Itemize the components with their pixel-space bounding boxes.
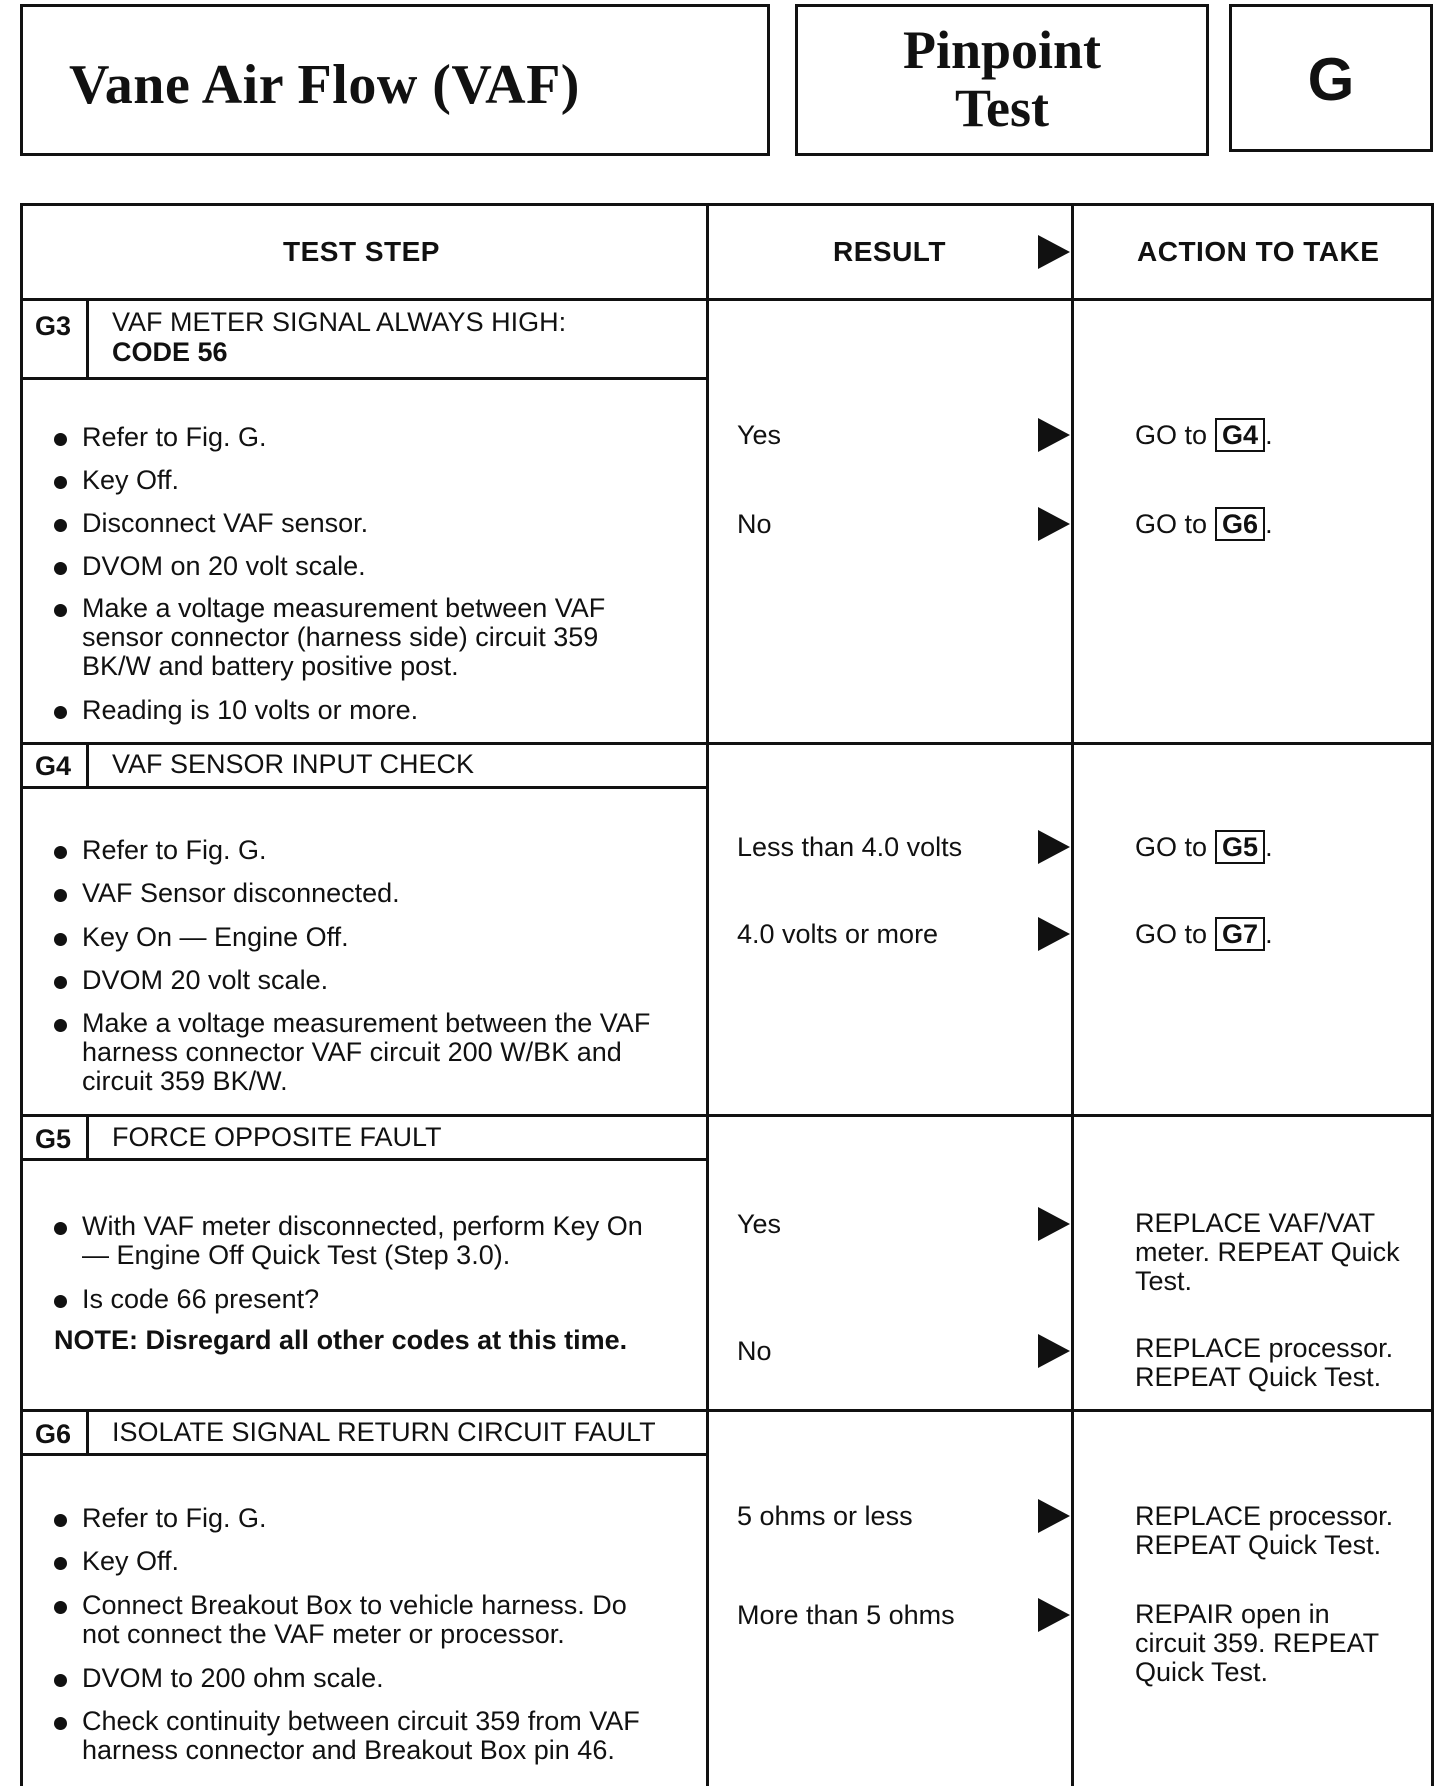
step-item: DVOM on 20 volt scale. (82, 551, 366, 581)
result-arrow-icon (1038, 1207, 1070, 1241)
result-arrow-icon (1038, 507, 1070, 541)
action-text: GO to (1135, 919, 1208, 949)
action-line: Quick Test. (1135, 1657, 1269, 1687)
bullet-icon (54, 562, 67, 575)
result-label: More than 5 ohms (737, 1600, 955, 1630)
action-go-to: GO to G5 . (1135, 832, 1273, 862)
step-item: With VAF meter disconnected, perform Key On (82, 1211, 643, 1241)
result-label: Yes (737, 420, 782, 450)
bullet-icon (54, 1674, 67, 1687)
bullet-icon (54, 1222, 67, 1235)
step-id-g3: G3 (35, 311, 72, 341)
action-line: REPLACE processor. (1135, 1501, 1394, 1531)
step-ref-g6[interactable]: G6 (1215, 507, 1265, 541)
step-title-g6: ISOLATE SIGNAL RETURN CIRCUIT FAULT (112, 1417, 656, 1447)
step-item: Reading is 10 volts or more. (82, 695, 419, 725)
pinpoint-test-label (798, 21, 1206, 137)
step-title-g4: VAF SENSOR INPUT CHECK (112, 749, 475, 779)
step-item-cont: — Engine Off Quick Test (Step 3.0). (82, 1240, 511, 1270)
step-item-cont: not connect the VAF meter or processor. (82, 1619, 565, 1649)
step-title-divider (23, 786, 706, 789)
step-id-divider (86, 298, 89, 380)
step-id-g6: G6 (35, 1419, 72, 1449)
step-ref-g5[interactable]: G5 (1215, 830, 1265, 864)
action-line: circuit 359. REPEAT (1135, 1628, 1380, 1658)
page-title: Vane Air Flow (VAF) (69, 54, 580, 116)
step-item: Is code 66 present? (82, 1284, 320, 1314)
step-id-g4: G4 (35, 751, 72, 781)
step-item-cont: harness connector and Breakout Box pin 46. (82, 1735, 615, 1765)
step-item: Key Off. (82, 1546, 180, 1576)
result-arrow-icon (1038, 418, 1070, 452)
action-line: REPLACE processor. (1135, 1333, 1394, 1363)
bullet-icon (54, 604, 67, 617)
step-title-g3-code: CODE 56 (112, 337, 228, 367)
step-item-cont: sensor connector (harness side) circuit 359 (82, 622, 599, 652)
result-arrow-icon (1038, 1499, 1070, 1533)
bullet-icon (54, 1019, 67, 1032)
title-box (20, 4, 770, 156)
bullet-icon (54, 1601, 67, 1614)
step-item-cont: circuit 359 BK/W. (82, 1066, 288, 1096)
action-line: Test. (1135, 1266, 1193, 1296)
step-item: Refer to Fig. G. (82, 1503, 267, 1533)
result-label: Less than 4.0 volts (737, 832, 963, 862)
result-arrow-icon (1038, 1334, 1070, 1368)
step-note: NOTE: Disregard all other codes at this time. (54, 1325, 628, 1355)
pinpoint-test-table (20, 203, 1434, 1786)
action-go-to: GO to G4 . (1135, 420, 1273, 450)
action-text: GO to (1135, 420, 1208, 450)
bullet-icon (54, 706, 67, 719)
bullet-icon (54, 846, 67, 859)
header-action: ACTION TO TAKE (1137, 236, 1380, 267)
step-item: DVOM 20 volt scale. (82, 965, 329, 995)
header-arrow-icon (1038, 235, 1070, 269)
result-arrow-icon (1038, 830, 1070, 864)
step-id-divider (86, 742, 89, 788)
result-label: 4.0 volts or more (737, 919, 939, 949)
test-letter-box (1229, 4, 1433, 152)
header-test-step: TEST STEP (283, 236, 440, 267)
action-go-to: GO to G6 . (1135, 509, 1273, 539)
bullet-icon (54, 933, 67, 946)
action-go-to: GO to G7 . (1135, 919, 1273, 949)
result-label: Yes (737, 1209, 782, 1239)
action-line: meter. REPEAT Quick (1135, 1237, 1400, 1267)
result-label: 5 ohms or less (737, 1501, 913, 1531)
bullet-icon (54, 519, 67, 532)
test-letter: G (1307, 46, 1355, 113)
action-line: REPLACE VAF/VAT (1135, 1208, 1376, 1238)
step-item: Check continuity between circuit 359 from VAF (82, 1706, 640, 1736)
column-divider-action (1071, 206, 1074, 1786)
step-divider (23, 1409, 1431, 1412)
step-ref-g4[interactable]: G4 (1215, 418, 1265, 452)
step-item-cont: harness connector VAF circuit 200 W/BK and (82, 1037, 622, 1067)
action-line: REPEAT Quick Test. (1135, 1530, 1382, 1560)
step-title-divider (23, 1453, 706, 1456)
step-item-cont: BK/W and battery positive post. (82, 651, 459, 681)
step-item: Make a voltage measurement between the VAF (82, 1008, 651, 1038)
step-item: Refer to Fig. G. (82, 835, 267, 865)
bullet-icon (54, 476, 67, 489)
step-title-divider (23, 1158, 706, 1161)
step-divider (23, 1114, 1431, 1117)
step-id-g5: G5 (35, 1124, 72, 1154)
step-id-divider (86, 1114, 89, 1160)
step-item: Make a voltage measurement between VAF (82, 593, 606, 623)
bullet-icon (54, 1514, 67, 1527)
action-line: REPEAT Quick Test. (1135, 1362, 1382, 1392)
step-item: Connect Breakout Box to vehicle harness. Do (82, 1590, 627, 1620)
pinpoint-test-box (795, 4, 1209, 156)
step-item: VAF Sensor disconnected. (82, 878, 400, 908)
bullet-icon (54, 1557, 67, 1570)
column-divider-result (706, 206, 709, 1786)
step-title-divider (23, 377, 706, 380)
step-item: Disconnect VAF sensor. (82, 508, 369, 538)
bullet-icon (54, 1295, 67, 1308)
header-divider (23, 298, 1431, 301)
result-arrow-icon (1038, 1598, 1070, 1632)
action-text: GO to (1135, 509, 1208, 539)
step-ref-g7[interactable]: G7 (1215, 917, 1265, 951)
result-label: No (737, 509, 772, 539)
bullet-icon (54, 1717, 67, 1730)
step-title-g5: FORCE OPPOSITE FAULT (112, 1122, 442, 1152)
step-item: Key Off. (82, 465, 180, 495)
step-divider (23, 742, 1431, 745)
result-label: No (737, 1336, 772, 1366)
bullet-icon (54, 433, 67, 446)
step-item: DVOM to 200 ohm scale. (82, 1663, 384, 1693)
pinpoint-line-1: Pinpoint (902, 20, 1102, 80)
bullet-icon (54, 889, 67, 902)
result-arrow-icon (1038, 917, 1070, 951)
step-item: Key On — Engine Off. (82, 922, 349, 952)
step-item: Refer to Fig. G. (82, 422, 267, 452)
bullet-icon (54, 976, 67, 989)
pinpoint-line-2: Test (954, 78, 1050, 138)
action-text: GO to (1135, 832, 1208, 862)
header-result: RESULT (833, 236, 946, 267)
action-line: REPAIR open in (1135, 1599, 1330, 1629)
step-id-divider (86, 1409, 89, 1455)
step-title-g3: VAF METER SIGNAL ALWAYS HIGH: (112, 307, 567, 337)
